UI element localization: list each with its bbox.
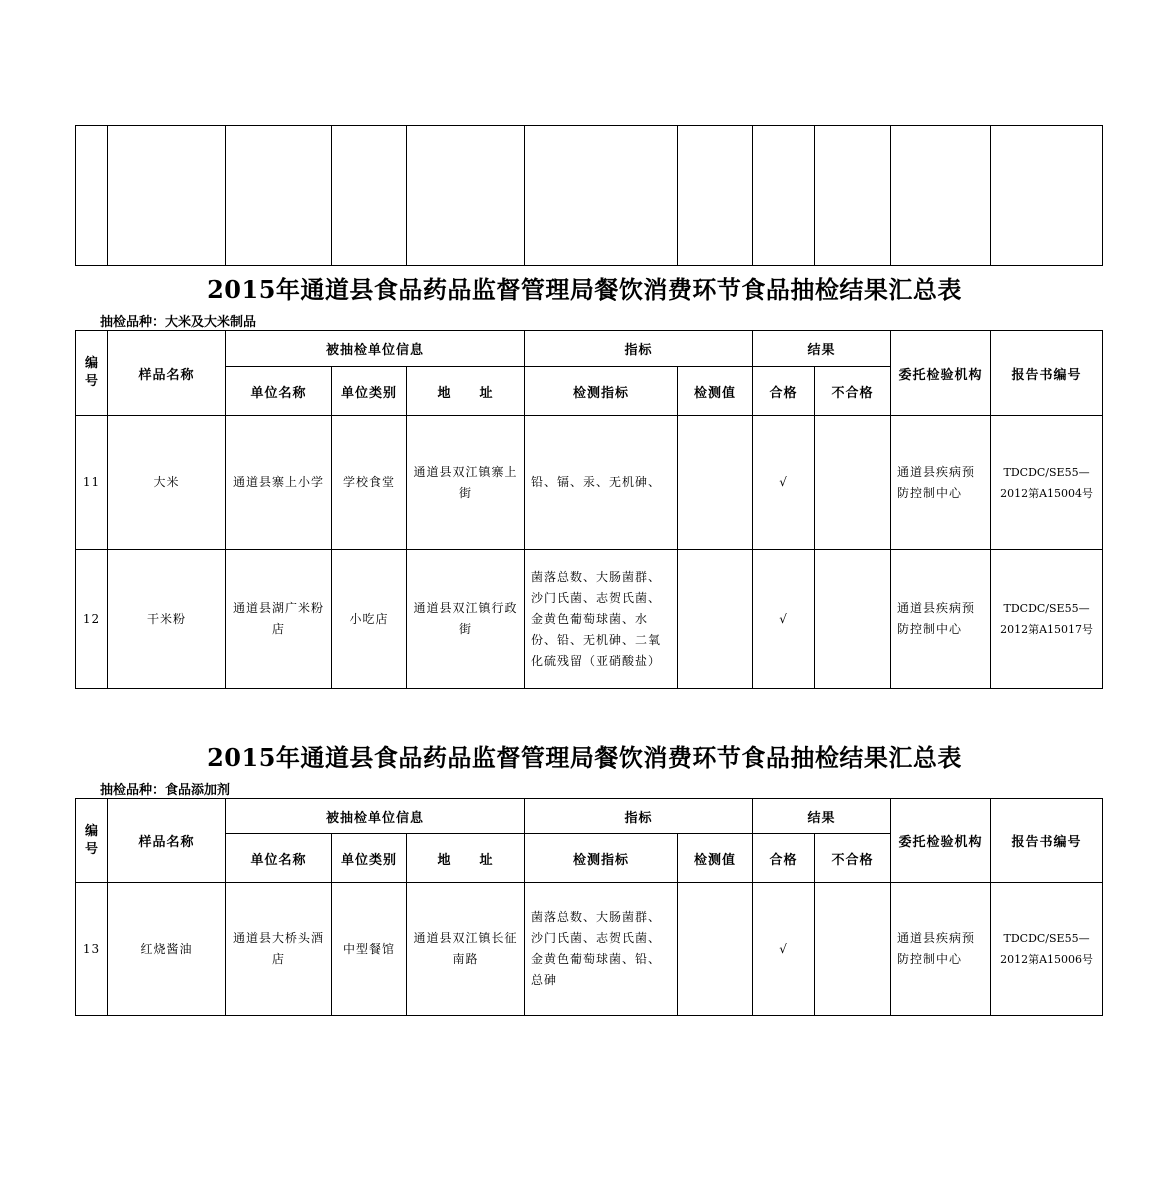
header-pass: 合格 bbox=[753, 834, 815, 883]
cell-test-items: 菌落总数、大肠菌群、沙门氏菌、志贺氏菌、金黄色葡萄球菌、水份、铅、无机砷、二氧化硫残留（亚硝酸盐） bbox=[525, 550, 678, 689]
cell-unit-type: 小吃店 bbox=[332, 550, 407, 689]
cell-fail bbox=[815, 550, 891, 689]
results-table-additives bbox=[75, 798, 1103, 1016]
cell-no: 13 bbox=[76, 883, 108, 1016]
header-address: 地 址 bbox=[407, 834, 525, 883]
header-test-items: 检测指标 bbox=[525, 367, 678, 416]
cell-unit-name: 通道县寨上小学 bbox=[226, 416, 332, 550]
table-row bbox=[76, 883, 1103, 1016]
previous-page-table-fragment bbox=[75, 125, 1103, 266]
header-fail: 不合格 bbox=[815, 367, 891, 416]
header-indicator: 指标 bbox=[525, 799, 753, 834]
cell-address: 通道县双江镇行政街 bbox=[407, 550, 525, 689]
cell-unit-type: 中型餐馆 bbox=[332, 883, 407, 1016]
cell-report-no: TDCDC/SE55—2012第A15004号 bbox=[991, 416, 1103, 550]
table-title: 2015年通道县食品药品监督管理局餐饮消费环节食品抽检结果汇总表 bbox=[207, 743, 962, 772]
header-unit-type: 单位类别 bbox=[332, 834, 407, 883]
cell-unit-name: 通道县大桥头酒店 bbox=[226, 883, 332, 1016]
table-row bbox=[76, 416, 1103, 550]
blank-cell bbox=[991, 126, 1103, 266]
cell-sample-name: 红烧酱油 bbox=[108, 883, 226, 1016]
header-sample-name: 样品名称 bbox=[108, 331, 226, 416]
cell-sample-name: 干米粉 bbox=[108, 550, 226, 689]
cell-test-items: 铅、镉、汞、无机砷、 bbox=[525, 416, 678, 550]
cell-test-value bbox=[678, 416, 753, 550]
cell-testing-org: 通道县疾病预防控制中心 bbox=[891, 883, 991, 1016]
blank-cell bbox=[407, 126, 525, 266]
cell-sample-name: 大米 bbox=[108, 416, 226, 550]
header-test-value: 检测值 bbox=[678, 367, 753, 416]
header-testing-org: 委托检验机构 bbox=[891, 799, 991, 883]
cell-pass: √ bbox=[753, 550, 815, 689]
cell-pass: √ bbox=[753, 883, 815, 1016]
header-indicator: 指标 bbox=[525, 331, 753, 367]
header-testing-org: 委托检验机构 bbox=[891, 331, 991, 416]
header-unit-info: 被抽检单位信息 bbox=[226, 799, 525, 834]
header-sample-name: 样品名称 bbox=[108, 799, 226, 883]
header-no: 编 号 bbox=[76, 331, 108, 416]
blank-cell bbox=[332, 126, 407, 266]
cell-unit-type: 学校食堂 bbox=[332, 416, 407, 550]
header-test-value: 检测值 bbox=[678, 834, 753, 883]
cell-testing-org: 通道县疾病预防控制中心 bbox=[891, 550, 991, 689]
header-unit-info: 被抽检单位信息 bbox=[226, 331, 525, 367]
cell-fail bbox=[815, 416, 891, 550]
header-test-items: 检测指标 bbox=[525, 834, 678, 883]
blank-cell bbox=[226, 126, 332, 266]
header-unit-name: 单位名称 bbox=[226, 367, 332, 416]
cell-unit-name: 通道县湖广米粉店 bbox=[226, 550, 332, 689]
cell-test-value bbox=[678, 883, 753, 1016]
table-title: 2015年通道县食品药品监督管理局餐饮消费环节食品抽检结果汇总表 bbox=[207, 275, 962, 304]
header-no: 编 号 bbox=[76, 799, 108, 883]
header-fail: 不合格 bbox=[815, 834, 891, 883]
cell-no: 12 bbox=[76, 550, 108, 689]
blank-cell bbox=[76, 126, 108, 266]
sample-category: 抽检品种：食品添加剂 bbox=[100, 783, 231, 798]
cell-pass: √ bbox=[753, 416, 815, 550]
cell-no: 11 bbox=[76, 416, 108, 550]
header-report-no: 报告书编号 bbox=[991, 799, 1103, 883]
sample-category: 抽检品种：大米及大米制品 bbox=[100, 315, 257, 330]
cell-fail bbox=[815, 883, 891, 1016]
header-pass: 合格 bbox=[753, 367, 815, 416]
blank-cell bbox=[891, 126, 991, 266]
cell-address: 通道县双江镇长征南路 bbox=[407, 883, 525, 1016]
header-unit-name: 单位名称 bbox=[226, 834, 332, 883]
cell-report-no: TDCDC/SE55—2012第A15017号 bbox=[991, 550, 1103, 689]
blank-cell bbox=[525, 126, 678, 266]
header-unit-type: 单位类别 bbox=[332, 367, 407, 416]
cell-testing-org: 通道县疾病预防控制中心 bbox=[891, 416, 991, 550]
cell-report-no: TDCDC/SE55—2012第A15006号 bbox=[991, 883, 1103, 1016]
cell-test-value bbox=[678, 550, 753, 689]
header-address: 地 址 bbox=[407, 367, 525, 416]
header-result: 结果 bbox=[753, 331, 891, 367]
blank-cell bbox=[108, 126, 226, 266]
header-report-no: 报告书编号 bbox=[991, 331, 1103, 416]
results-table-rice bbox=[75, 330, 1103, 689]
table-row bbox=[76, 550, 1103, 689]
blank-cell bbox=[815, 126, 891, 266]
cell-test-items: 菌落总数、大肠菌群、沙门氏菌、志贺氏菌、金黄色葡萄球菌、铅、总砷 bbox=[525, 883, 678, 1016]
blank-cell bbox=[753, 126, 815, 266]
blank-cell bbox=[678, 126, 753, 266]
cell-address: 通道县双江镇寨上街 bbox=[407, 416, 525, 550]
header-result: 结果 bbox=[753, 799, 891, 834]
